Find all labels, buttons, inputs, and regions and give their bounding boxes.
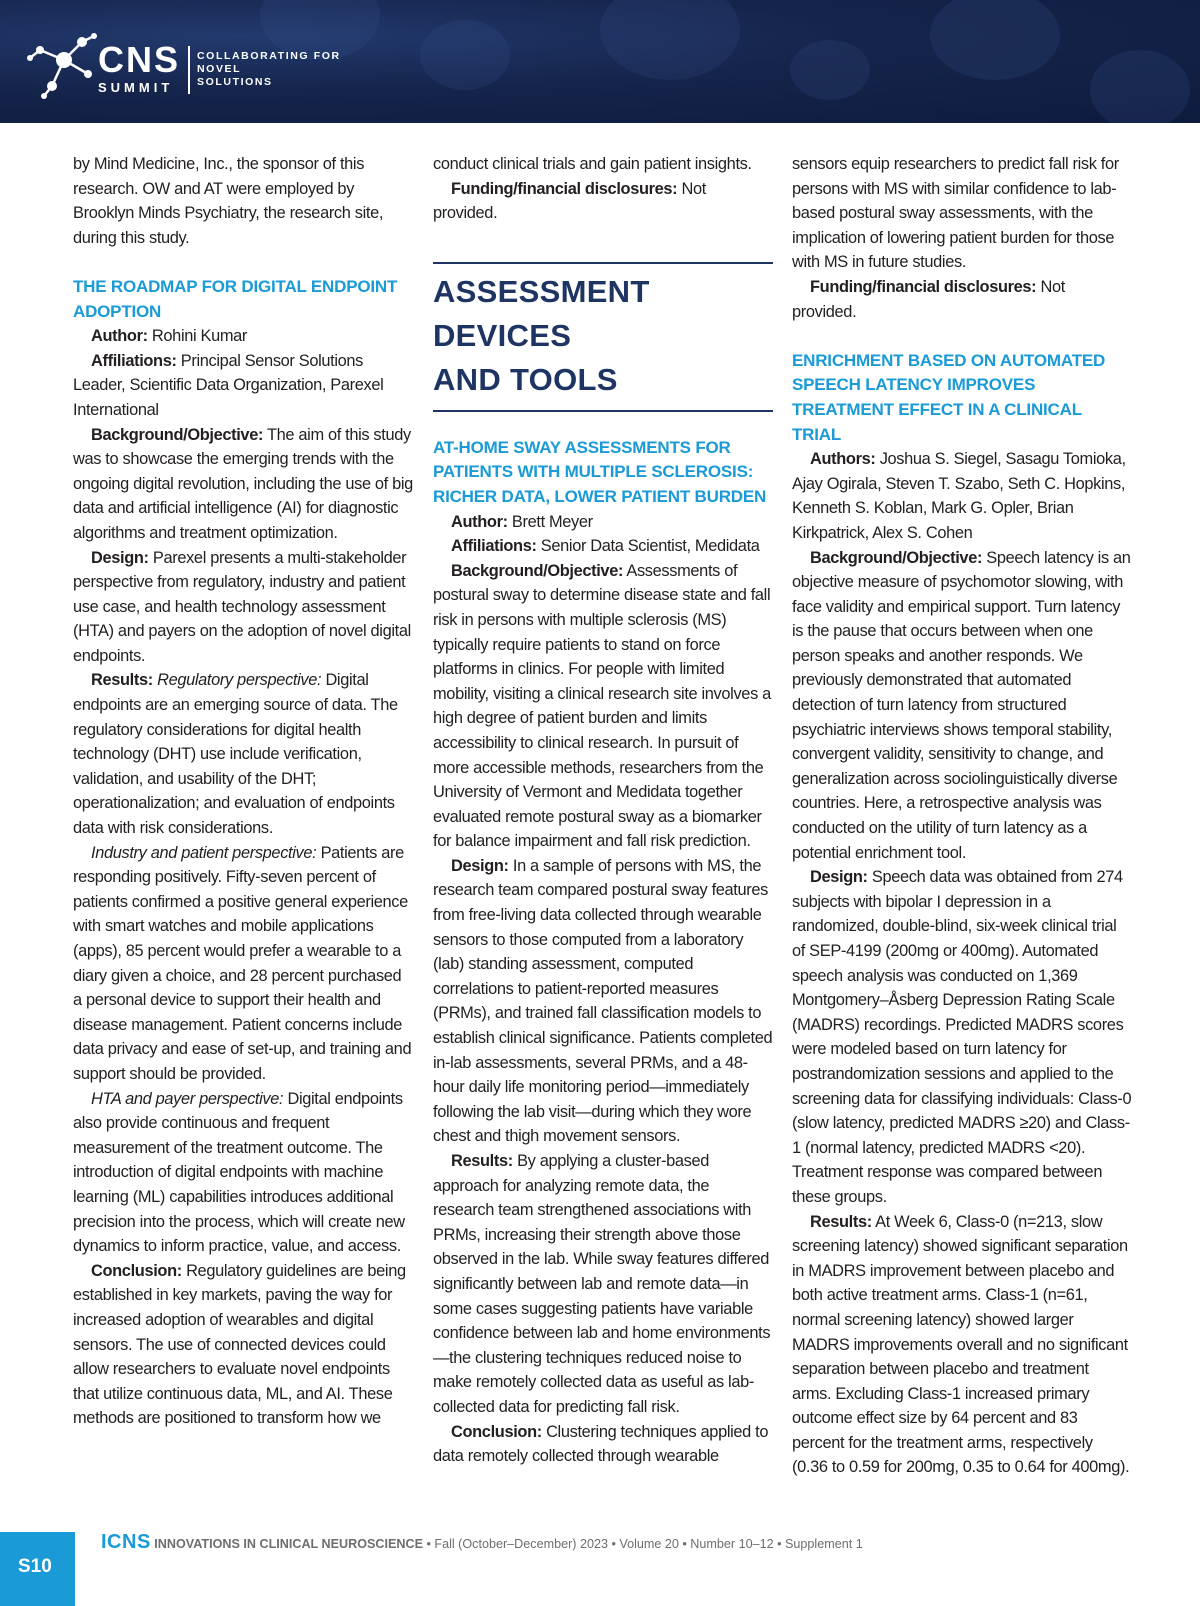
issue-info: • Fall (October–December) 2023 • Volume 20 • Number 10–12 • Supplement 1 — [422, 1537, 863, 1551]
background-text: The aim of this study was to showcase the emerging trends with the ongoing digital revolution, including the use of big data and artificial intelligence (AI) for diagnostic algorithms and treatment optimization. — [73, 425, 413, 542]
background-paragraph — [433, 559, 773, 854]
conclusion-text: Clustering techniques applied to data remotely collected through wearable — [433, 1422, 769, 1466]
results-text: At Week 6, Class-0 (n=213, slow screening latency) showed significant separation in MADRS improvement between placebo and both active treatment arms. Class-1 (n=61, normal screening latency) showed larger MADRS improvements overall and no significant separation between placebo and treatment arms. Excluding Class-1 increased primary outcome effect size by 64 percent and 83 percent for the treatment arms, respectively (0.36 to 0.59 for 200mg, 0.35 to 0.64 for 400mg). — [792, 1212, 1130, 1477]
results-text: By applying a cluster-based approach for analyzing remote data, the research team strengthened associations with PRMs, increasing their strength above those observed in the lab. While sway features differed significantly between lab and remote data—in some cases suggesting patients have variable confidence between lab and home environments—the clustering techniques reduced noise to make remotely collected data as useful as lab-collected data for predicting fall risk. — [433, 1152, 771, 1416]
affiliations-value: Principal Sensor Solutions Leader, Scientific Data Organization, Parexel International — [73, 351, 384, 419]
footer-citation — [101, 1531, 863, 1554]
author-value: Rohini Kumar — [147, 327, 248, 346]
results-paragraph — [73, 668, 413, 840]
logo-summit-text: SUMMIT — [98, 80, 174, 95]
article-title: AT-HOME SWAY ASSESSMENTS FOR PATIENTS WITH MULTIPLE SCLEROSIS: RICHER DATA, LOWER PATIENT BURDEN — [433, 437, 767, 506]
journal-abbreviation: ICNS — [101, 1531, 151, 1553]
hta-paragraph — [73, 1087, 413, 1259]
continued-text: by Mind Medicine, Inc., the sponsor of this research. OW and AT were employed by Brooklyn Minds Psychiatry, the research site, during this study. — [73, 155, 384, 247]
author-label: Author: — [451, 512, 508, 531]
article-title: ENRICHMENT BASED ON AUTOMATED SPEECH LATENCY IMPROVES TREATMENT EFFECT IN A CLINICAL TRIAL — [792, 350, 1106, 444]
design-label: Design: — [810, 868, 868, 887]
author-line — [433, 510, 773, 535]
background-label: Background/Objective: — [810, 548, 983, 567]
affiliations-label: Affiliations: — [91, 351, 177, 370]
background-label: Background/Objective: — [91, 425, 264, 444]
conclusion-paragraph — [433, 1420, 773, 1469]
background-text: Speech latency is an objective measure of psychomotor slowing, with face validity and empirical support. Turn latency is the pause that occurs between when one person speaks and another responds. We previously demonstrated that automated detection of turn latency from structured psychiatric interviews shows temporal stability, convergent validity, sensitivity to change, and generalization across sociolinguistically diverse countries. Here, a retrospective analysis was conducted on the utility of turn latency as a potential enrichment tool. — [792, 548, 1131, 862]
results-label: Results: — [810, 1212, 872, 1231]
design-text: In a sample of persons with MS, the research team compared postural sway features from free-living data collected through wearable sensors to those computed from a laboratory (lab) standing assessment, computed correlations to patient-reported measures (PRMs), and trained fall classification models to establish clinical significance. Patients completed in-lab assessments, several PRMs, and a 48-hour daily life monitoring period—immediately following the lab visit—during which they wore chest and thigh movement sensors. — [433, 856, 773, 1146]
affiliations-line — [73, 349, 413, 423]
article-title: THE ROADMAP FOR DIGITAL ENDPOINT ADOPTION — [73, 276, 398, 321]
journal-name: INNOVATIONS IN CLINICAL NEUROSCIENCE — [154, 1537, 423, 1551]
authors-value: Joshua S. Siegel, Sasagu Tomioka, Ajay Ogirala, Steven T. Szabo, Seth C. Hopkins, Kenneth S. Koblan, Mark G. Opler, Brian Kirkpatrick, Alex S. Cohen — [792, 450, 1126, 542]
design-paragraph — [433, 854, 773, 1149]
author-line — [73, 324, 413, 349]
design-paragraph — [792, 865, 1132, 1209]
column-3 — [792, 152, 1132, 1480]
affiliations-value: Senior Data Scientist, Medidata — [536, 537, 760, 556]
background-paragraph — [73, 423, 413, 546]
section-heading — [433, 270, 773, 402]
industry-text: Patients are responding positively. Fifty-seven percent of patients confirmed a positive general experience with smart watches and mobile applications (apps), 85 percent would prefer a wearable to a diary given a choice, and 28 percent purchased a personal device to support their health and disease management. Patient concerns include data privacy and ease of set-up, and training and support should be provided. — [73, 843, 412, 1083]
design-label: Design: — [91, 548, 149, 567]
tagline-line-3: SOLUTIONS — [197, 76, 273, 88]
affiliations-line — [433, 534, 773, 559]
funding-line — [792, 275, 1132, 324]
section-heading-line-1: ASSESSMENT DEVICES — [433, 273, 650, 353]
logo-tagline — [197, 50, 341, 89]
background-text: Assessments of postural sway to determine disease state and fall risk in persons with multiple sclerosis (MS) typically require patients to stand on force platforms in clinics. For people with limited mobility, visiting a clinical research site involves a high degree of patient burden and limits accessibility to clinical research. In pursuit of more accessible methods, researchers from the University of Vermont and Medidata together evaluated remote postural sway as a biomarker for balance impairment and fall risk prediction. — [433, 561, 771, 851]
design-text: Speech data was obtained from 274 subjects with bipolar I depression in a randomized, double-blind, six-week clinical trial of SEP-4199 (200mg or 400mg). Automated speech analysis was conducted on 1,369 Montgomery–Åsberg Depression Rating Scale (MADRS) recordings. Predicted MADRS scores were modeled based on turn latency for postrandomization sessions and applied to the screening data for classifying individuals: Class-0 (slow latency, predicted MADRS ≥20) and Class-1 (normal latency, predicted MADRS <20). Treatment response was compared between these groups. — [792, 868, 1132, 1206]
authors-label: Authors: — [810, 450, 876, 469]
design-label: Design: — [451, 856, 509, 875]
background-paragraph — [792, 546, 1132, 866]
continued-text: conduct clinical trials and gain patient insights. — [433, 155, 752, 173]
hta-text: Digital endpoints also provide continuous and frequent measurement of the treatment outcome. The introduction of digital endpoints with machine learning (ML) capabilities introduces additional precision into the process, which will create new dynamics to inform practice, value, and access. — [73, 1089, 405, 1256]
authors-line — [792, 447, 1132, 545]
industry-paragraph — [73, 841, 413, 1087]
background-label: Background/Objective: — [451, 561, 624, 580]
conclusion-paragraph — [73, 1259, 413, 1431]
author-label: Author: — [91, 327, 148, 346]
results-paragraph — [433, 1149, 773, 1420]
section-heading-line-2: AND TOOLS — [433, 361, 618, 397]
page-number: S10 — [18, 1556, 52, 1577]
results-label: Results: — [451, 1152, 513, 1170]
tagline-line-1: COLLABORATING FOR — [197, 50, 341, 62]
logo-cns-text: CNS — [98, 39, 181, 80]
design-paragraph — [73, 546, 413, 669]
logo-divider — [188, 46, 190, 94]
hta-subheading: HTA and payer perspective: — [91, 1089, 284, 1108]
affiliations-label: Affiliations: — [451, 537, 537, 556]
funding-line — [433, 177, 773, 226]
results-subheading: Regulatory perspective: — [152, 671, 322, 690]
funding-value: Not provided. — [433, 179, 706, 223]
funding-value: Not provided. — [792, 277, 1065, 321]
continued-text: sensors equip researchers to predict fall risk for persons with MS with similar confidence to lab-based postural sway assessments, with the implication of lowering patient burden for those with MS in future studies. — [792, 155, 1119, 272]
column-1 — [73, 152, 413, 1431]
results-text: Digital endpoints are an emerging source of data. The regulatory considerations for digital health technology (DHT) use include verification, validation, and usability of the DHT; operationalization; and evaluation of endpoints data with risk considerations. — [73, 671, 398, 838]
industry-subheading: Industry and patient perspective: — [91, 843, 317, 862]
column-2 — [433, 152, 773, 1469]
results-label: Results: — [91, 671, 153, 690]
results-paragraph — [792, 1210, 1132, 1481]
masthead-banner — [0, 0, 1200, 123]
section-rule-top — [433, 262, 773, 264]
design-text: Parexel presents a multi-stakeholder perspective from regulatory, industry and patient use case, and health technology assessment (HTA) and payers on the adoption of novel digital endpoints. — [73, 548, 411, 665]
funding-label: Funding/financial disclosures: — [810, 277, 1037, 296]
conclusion-label: Conclusion: — [91, 1261, 182, 1280]
author-value: Brett Meyer — [507, 512, 593, 531]
tagline-line-2: NOVEL — [197, 63, 242, 75]
conclusion-label: Conclusion: — [451, 1422, 542, 1441]
funding-label: Funding/financial disclosures: — [451, 179, 678, 198]
conclusion-text: Regulatory guidelines are being established in key markets, paving the way for increased adoption of wearables and digital sensors. The use of connected devices could allow researchers to evaluate novel endpoints that utilize continuous data, ML, and AI. These methods are positioned to transform how we — [73, 1261, 406, 1428]
